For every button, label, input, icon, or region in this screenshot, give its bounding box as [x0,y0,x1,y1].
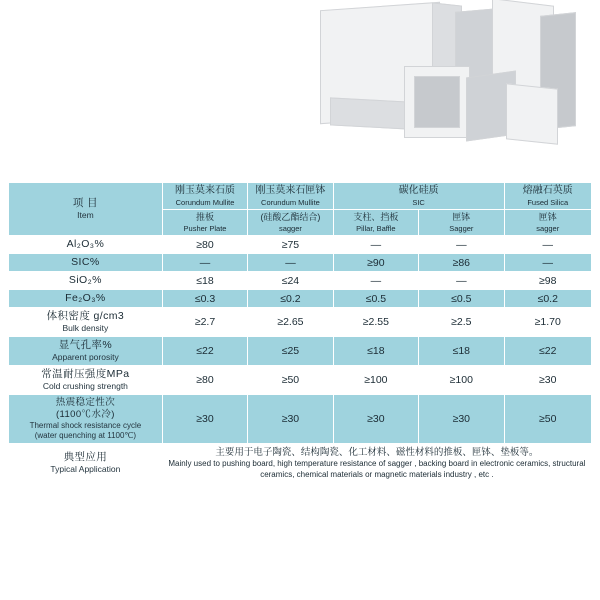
cell-sic-sic-sagger: ≥86 [419,254,503,271]
photo-box-1-inner [414,76,460,128]
cell-fe2o3-pillar-baffle: ≤0.5 [334,290,418,307]
row-label-bulk-density: 体积密度 g/cm3 Bulk density [9,308,162,336]
table-row [9,290,591,307]
cell-bulk-density-pusher-plate: ≥2.7 [163,308,247,336]
header-sub-ethyl-silicate-sagger: (硅酸乙酯结合) sagger [248,210,332,235]
row-label-sic: SIC% [9,254,162,271]
cell-porosity-cm-sagger: ≤25 [248,337,332,365]
cell-sio2-pusher-plate: ≤18 [163,272,247,289]
cell-sic-pillar-baffle: ≥90 [334,254,418,271]
header-sub-fused-silica-sagger: 匣钵 sagger [505,210,591,235]
table-row [9,254,591,271]
cell-fe2o3-cm-sagger: ≤0.2 [248,290,332,307]
cell-ccs-pillar-baffle: ≥100 [334,366,418,394]
cell-al2o3-fused-silica: — [505,236,591,253]
cell-al2o3-cm-sagger: ≥75 [248,236,332,253]
header-group-corundum-mullite-sagger: 刚玉莫来石匣钵 Corundum Mullite [248,183,332,209]
row-label-typical-application: 典型应用 Typical Application [9,444,162,482]
cell-sio2-sic-sagger: — [419,272,503,289]
table-row [9,308,591,336]
table-header-row-1 [9,183,591,209]
cell-bulk-density-fused-silica: ≥1.70 [505,308,591,336]
header-group-sic: 碳化硅质 SIC [334,183,504,209]
cell-fe2o3-pusher-plate: ≤0.3 [163,290,247,307]
cell-thermal-fused-silica: ≥50 [505,395,591,443]
header-group-corundum-mullite-plate: 刚玉莫来石质 Corundum Mullite [163,183,247,209]
cell-sio2-fused-silica: ≥98 [505,272,591,289]
cell-ccs-pusher-plate: ≥80 [163,366,247,394]
cell-sic-pusher-plate: — [163,254,247,271]
spec-table [8,182,592,483]
cell-thermal-sic-sagger: ≥30 [419,395,503,443]
row-label-al2o3: Al₂O₃% [9,236,162,253]
cell-bulk-density-sic-sagger: ≥2.5 [419,308,503,336]
cell-porosity-sic-sagger: ≤18 [419,337,503,365]
cell-bulk-density-pillar-baffle: ≥2.55 [334,308,418,336]
cell-porosity-pusher-plate: ≤22 [163,337,247,365]
table-row [9,366,591,394]
row-label-apparent-porosity: 显气孔率% Apparent porosity [9,337,162,365]
cell-sio2-pillar-baffle: — [334,272,418,289]
row-label-thermal-shock: 热震稳定性次 (1100℃水冷) Thermal shock resistance cycle (water quenching at 1100℃) [9,395,162,443]
product-photo [0,0,600,178]
cell-al2o3-pillar-baffle: — [334,236,418,253]
spec-table-wrap [8,182,592,483]
photo-box-3 [506,83,558,144]
cell-ccs-sic-sagger: ≥100 [419,366,503,394]
cell-fe2o3-sic-sagger: ≤0.5 [419,290,503,307]
cell-thermal-cm-sagger: ≥30 [248,395,332,443]
cell-porosity-fused-silica: ≤22 [505,337,591,365]
cell-typical-application: 主要用于电子陶瓷、结构陶瓷、化工材料、磁性材料的推板、匣钵、垫板等。 Mainly used to pushing board, high temperature resistance of sagger , backing board in electronic ceramics, structural ceramics, chemical materials or magnetic materials industry , etc . [163,444,591,482]
table-row [9,395,591,443]
cell-al2o3-sic-sagger: — [419,236,503,253]
cell-fe2o3-fused-silica: ≤0.2 [505,290,591,307]
row-label-fe2o3: Fe₂O₃% [9,290,162,307]
row-label-cold-crushing-strength: 常温耐压强度MPa Cold crushing strength [9,366,162,394]
header-sub-pusher-plate: 推板 Pusher Plate [163,210,247,235]
header-sub-sagger: 匣钵 Sagger [419,210,503,235]
header-item: 项 目 Item [9,183,162,235]
header-group-fused-silica: 熔融石英质 Fused Silica [505,183,591,209]
table-row [9,272,591,289]
cell-sic-cm-sagger: — [248,254,332,271]
cell-sio2-cm-sagger: ≤24 [248,272,332,289]
cell-thermal-pusher-plate: ≥30 [163,395,247,443]
cell-sic-fused-silica: — [505,254,591,271]
cell-ccs-cm-sagger: ≥50 [248,366,332,394]
table-row [9,236,591,253]
row-label-sio2: SiO₂% [9,272,162,289]
cell-ccs-fused-silica: ≥30 [505,366,591,394]
table-row-application [9,444,591,482]
cell-porosity-pillar-baffle: ≤18 [334,337,418,365]
cell-thermal-pillar-baffle: ≥30 [334,395,418,443]
cell-bulk-density-cm-sagger: ≥2.65 [248,308,332,336]
table-row [9,337,591,365]
header-sub-pillar-baffle: 支柱、挡板 Pillar, Baffle [334,210,418,235]
cell-al2o3-pusher-plate: ≥80 [163,236,247,253]
